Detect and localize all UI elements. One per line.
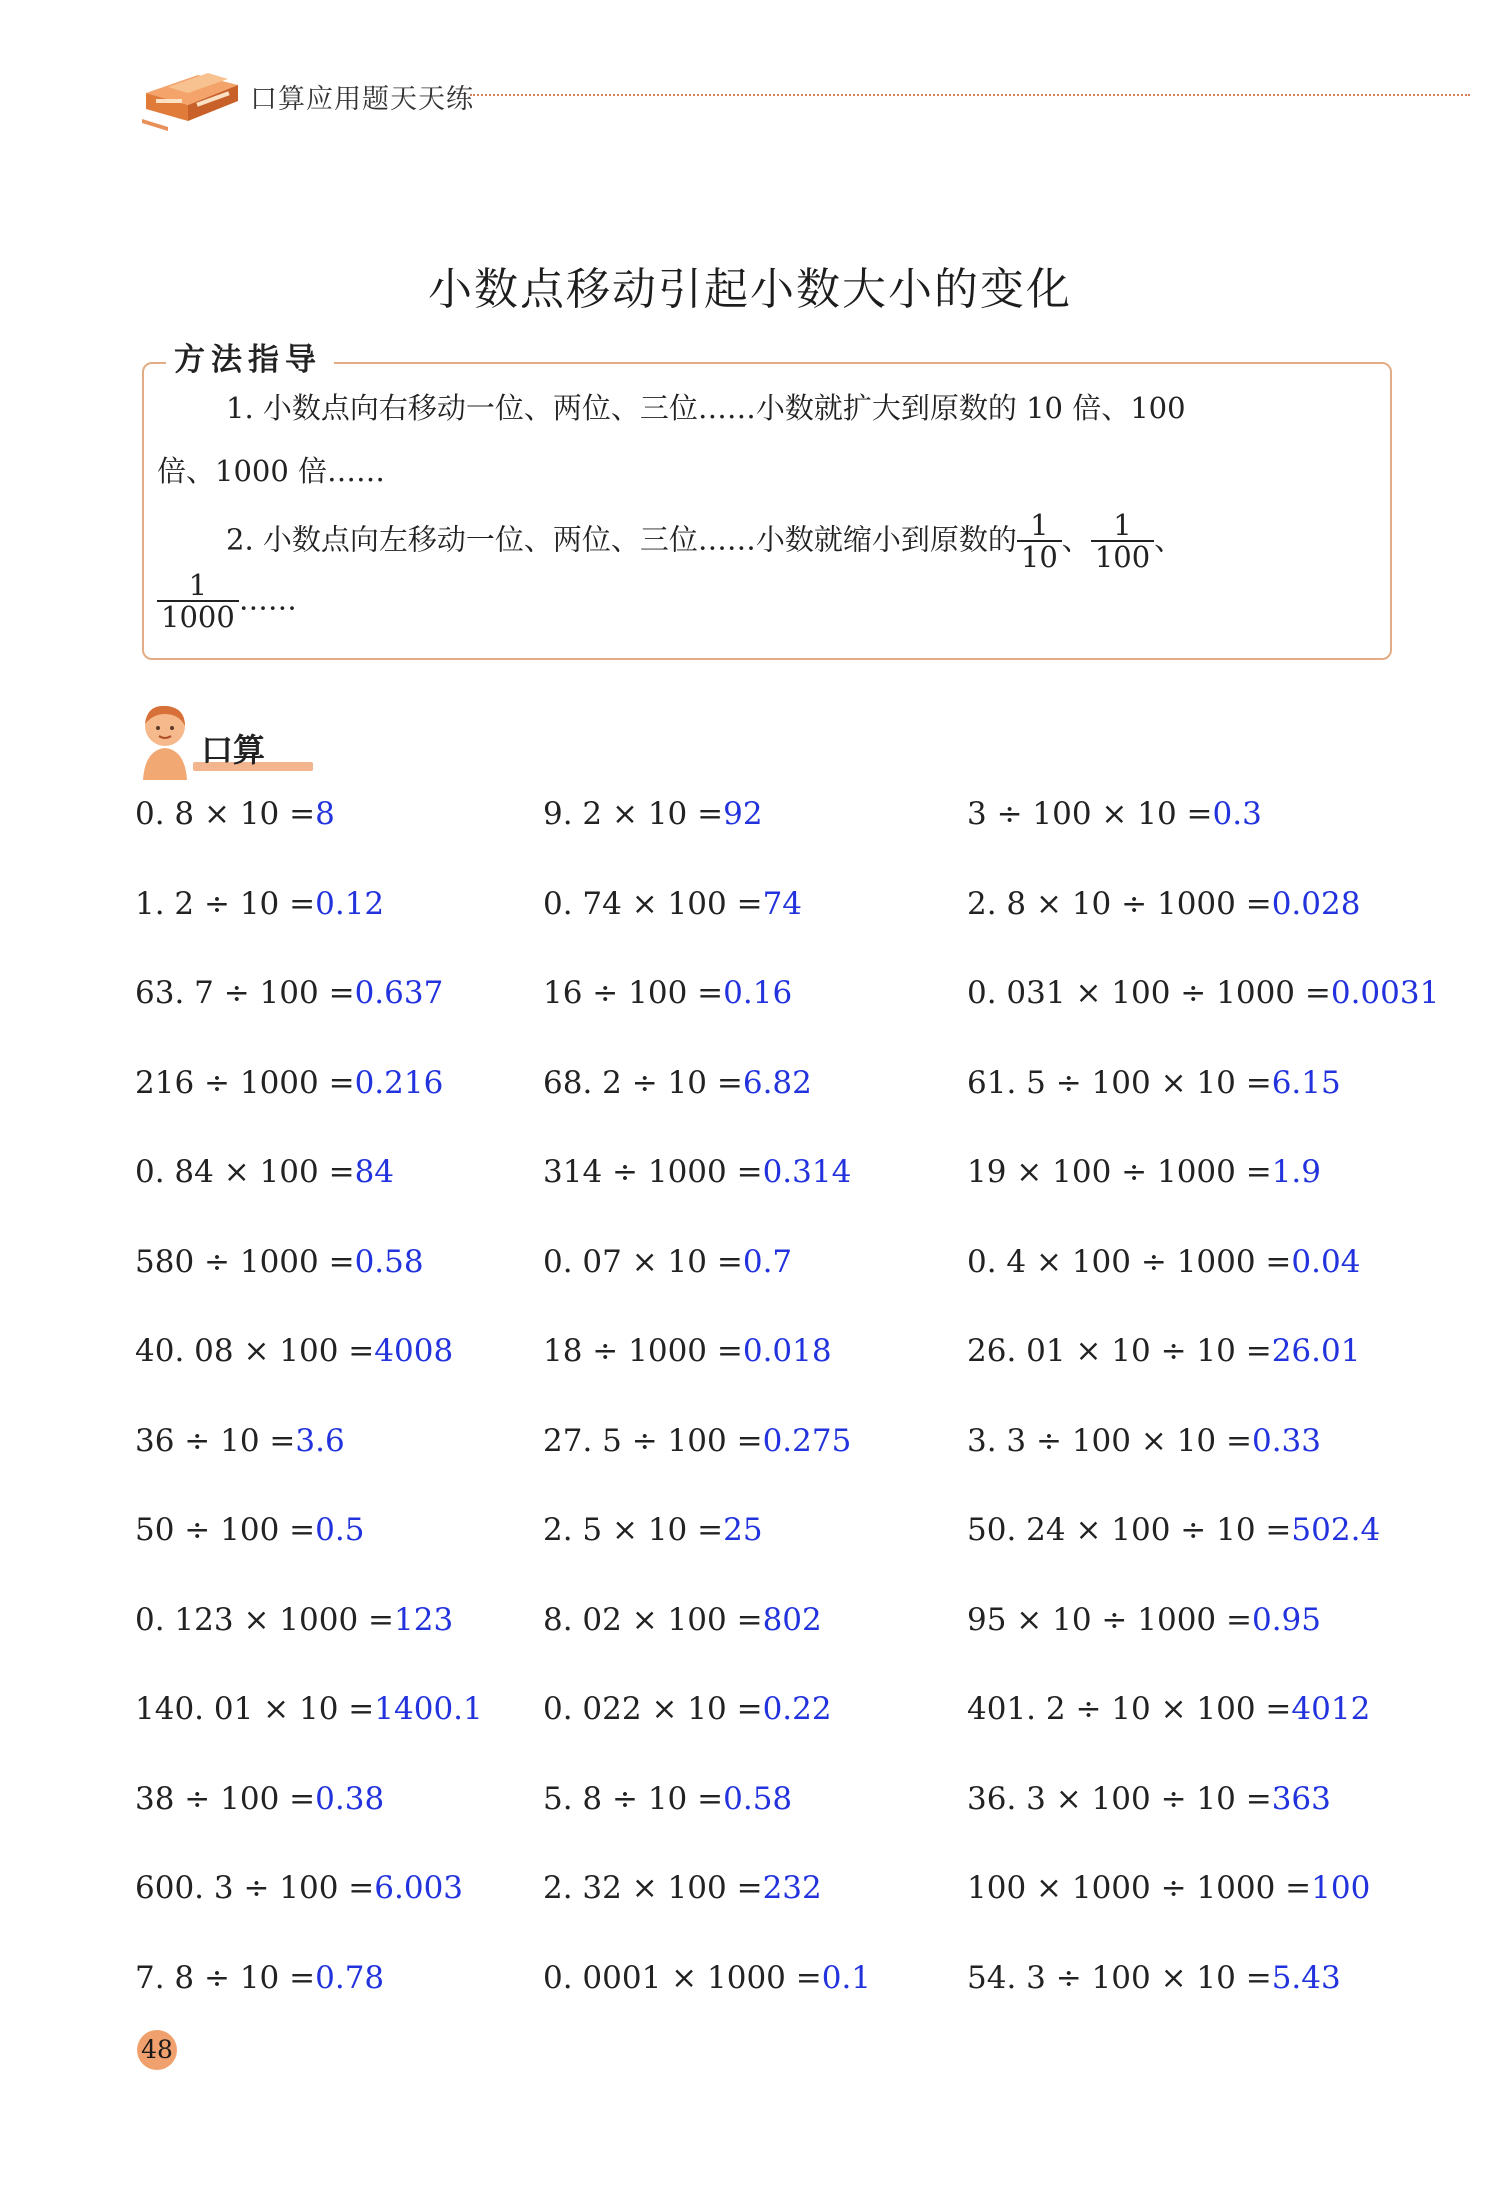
problem-answer: 363 [1271, 1780, 1331, 1817]
problem-item [135, 1870, 463, 1906]
problem-expression: 9. 2 × 10 = [543, 796, 724, 832]
problem-answer: 100 [1311, 1870, 1371, 1906]
problem-expression: 95 × 10 ÷ 1000 = [967, 1601, 1252, 1638]
problem-answer: 0.58 [723, 1780, 793, 1817]
problem-item [135, 1781, 384, 1817]
problem-answer: 84 [354, 1154, 395, 1190]
fraction-one-tenth: $\frac{1}{10}$ [1017, 510, 1062, 573]
rule-2-line-1: 2. 小数点向左移动一位、两位、三位……小数就缩小到原数的 $\frac{1}{10}$ 、 $\frac{1}{100}$ 、 [226, 508, 1184, 575]
problem-expression: 3 ÷ 100 × 10 = [967, 796, 1213, 832]
problem-expression: 38 ÷ 100 = [135, 1780, 316, 1817]
book-stack-logo-icon [138, 63, 248, 133]
problem-answer: 123 [394, 1601, 454, 1638]
problem-item [967, 1333, 1360, 1369]
problem-answer: 4012 [1291, 1691, 1371, 1727]
problem-expression: 0. 07 × 10 = [543, 1243, 743, 1280]
problem-expression: 50. 24 × 100 ÷ 10 = [967, 1512, 1292, 1548]
problem-item [967, 886, 1360, 922]
problem-item [135, 886, 384, 922]
page-title: 小数点移动引起小数大小的变化 [428, 264, 1072, 315]
problem-expression: 3. 3 ÷ 100 × 10 = [967, 1422, 1252, 1459]
problem-answer: 0.5 [315, 1512, 365, 1548]
problem-item [543, 1065, 812, 1101]
problem-item [543, 1423, 851, 1459]
problem-answer: 0.04 [1291, 1243, 1361, 1280]
problem-expression: 50 ÷ 100 = [135, 1512, 316, 1548]
problem-item [967, 1960, 1341, 1996]
section-label: 口算 [201, 731, 266, 769]
problem-item [967, 1423, 1321, 1459]
problem-answer: 0.33 [1251, 1422, 1321, 1459]
problem-item [543, 1333, 832, 1369]
problem-item [543, 1602, 822, 1638]
problem-answer: 0.3 [1212, 796, 1262, 832]
problem-expression: 0. 022 × 10 = [543, 1691, 763, 1727]
problem-item [135, 1960, 384, 1996]
problem-answer: 0.38 [315, 1780, 385, 1817]
problem-expression: 1. 2 ÷ 10 = [135, 885, 316, 922]
problem-answer: 0.7 [742, 1243, 793, 1280]
problem-item [543, 1244, 792, 1280]
problem-answer: 802 [762, 1601, 822, 1638]
problem-expression: 26. 01 × 10 ÷ 10 = [967, 1333, 1272, 1369]
problem-answer: 1400.1 [374, 1691, 483, 1727]
problem-item [543, 1960, 871, 1996]
problem-item [135, 1512, 364, 1548]
problem-answer: 26.01 [1271, 1333, 1361, 1369]
problem-expression: 61. 5 ÷ 100 × 10 = [967, 1064, 1272, 1101]
rule-2-text: 2. 小数点向左移动一位、两位、三位……小数就缩小到原数的 [226, 522, 1017, 557]
problem-item [135, 1333, 453, 1369]
problem-answer: 0.028 [1271, 885, 1361, 922]
problem-expression: 16 ÷ 100 = [543, 975, 724, 1011]
child-mascot-icon [135, 700, 195, 780]
problem-expression: 0. 74 × 100 = [543, 885, 763, 922]
problem-item [135, 1154, 394, 1190]
problem-item [967, 1154, 1321, 1190]
problem-answer: 502.4 [1291, 1512, 1381, 1548]
problem-expression: 2. 5 × 10 = [543, 1512, 724, 1548]
problem-answer: 0.314 [762, 1154, 852, 1190]
problem-answer: 0.216 [354, 1064, 444, 1101]
problem-expression: 19 × 100 ÷ 1000 = [967, 1154, 1272, 1190]
problem-answer: 0.16 [723, 975, 793, 1011]
method-guide-box [142, 342, 1392, 660]
problem-item [135, 1423, 345, 1459]
problem-item [135, 1244, 424, 1280]
rule-1-line-1: 1. 小数点向右移动一位、两位、三位……小数就扩大到原数的 10 倍、100 [226, 391, 1186, 425]
problem-expression: 36. 3 × 100 ÷ 10 = [967, 1780, 1272, 1817]
problem-item [543, 975, 792, 1011]
page-header [130, 55, 1470, 135]
header-divider [470, 94, 1470, 96]
problem-item [543, 1512, 763, 1548]
problem-answer: 0.0031 [1330, 975, 1440, 1011]
problem-expression: 0. 84 × 100 = [135, 1154, 355, 1190]
problem-answer: 6.82 [742, 1064, 812, 1101]
problem-item [543, 886, 802, 922]
rule-2-line-2: $\frac{1}{1000}$ …… [157, 570, 297, 633]
problem-answer: 5.43 [1271, 1959, 1341, 1996]
problem-item [135, 1602, 453, 1638]
problem-item [967, 975, 1439, 1011]
problem-item [543, 1691, 832, 1727]
problem-answer: 0.95 [1251, 1601, 1322, 1638]
problem-expression: 600. 3 ÷ 100 = [135, 1870, 375, 1906]
problem-expression: 7. 8 ÷ 10 = [135, 1959, 316, 1996]
problem-item [135, 975, 443, 1011]
problem-expression: 140. 01 × 10 = [135, 1691, 375, 1727]
problem-expression: 216 ÷ 1000 = [135, 1064, 355, 1101]
problem-item [967, 796, 1262, 832]
problem-expression: 0. 031 × 100 ÷ 1000 = [967, 975, 1331, 1011]
problem-expression: 0. 123 × 1000 = [135, 1601, 395, 1638]
fraction-one-thousandth: $\frac{1}{1000}$ [157, 570, 239, 633]
problem-item [135, 1691, 483, 1727]
problem-expression: 2. 8 × 10 ÷ 1000 = [967, 885, 1272, 922]
problem-expression: 8. 02 × 100 = [543, 1601, 763, 1638]
header-title: 口算应用题天天练 [250, 84, 474, 115]
problem-item [543, 1870, 822, 1906]
problem-item [967, 1065, 1341, 1101]
problem-expression: 0. 0001 × 1000 = [543, 1959, 822, 1996]
problem-answer: 6.15 [1271, 1064, 1341, 1101]
problem-answer: 0.78 [315, 1959, 385, 1996]
problem-answer: 0.637 [354, 975, 444, 1011]
problem-answer: 0.275 [762, 1422, 852, 1459]
problem-expression: 36 ÷ 10 = [135, 1422, 296, 1459]
problem-item [543, 1781, 792, 1817]
problem-answer: 0.58 [354, 1243, 424, 1280]
problem-expression: 54. 3 ÷ 100 × 10 = [967, 1959, 1272, 1996]
problem-item [967, 1602, 1321, 1638]
problem-expression: 68. 2 ÷ 10 = [543, 1064, 743, 1101]
fraction-one-hundredth: $\frac{1}{100}$ [1091, 510, 1154, 573]
problem-item [543, 796, 763, 832]
problem-expression: 0. 4 × 100 ÷ 1000 = [967, 1243, 1292, 1280]
problem-answer: 232 [762, 1870, 822, 1906]
problem-expression: 27. 5 ÷ 100 = [543, 1422, 763, 1459]
problem-item [135, 796, 335, 832]
problem-answer: 25 [723, 1512, 763, 1548]
problem-expression: 314 ÷ 1000 = [543, 1154, 763, 1190]
problem-item [967, 1691, 1370, 1727]
rule-1-line-2: 倍、1000 倍…… [157, 454, 386, 488]
section-header [135, 700, 315, 780]
problem-item [543, 1154, 851, 1190]
problem-item [967, 1244, 1360, 1280]
problem-expression: 2. 32 × 100 = [543, 1870, 763, 1906]
method-guide-label: 方法指导 [166, 334, 334, 379]
problem-answer: 4008 [374, 1333, 454, 1369]
problem-expression: 0. 8 × 10 = [135, 796, 316, 832]
problem-item [967, 1870, 1370, 1906]
problem-answer: 0.12 [315, 885, 385, 922]
problem-answer: 0.1 [821, 1959, 872, 1996]
problem-expression: 5. 8 ÷ 10 = [543, 1780, 724, 1817]
problem-answer: 6.003 [374, 1870, 464, 1906]
problem-answer: 92 [723, 796, 763, 832]
problem-answer: 0.018 [742, 1333, 832, 1369]
problem-item [967, 1512, 1380, 1548]
problem-answer: 8 [315, 796, 335, 832]
problem-expression: 63. 7 ÷ 100 = [135, 975, 355, 1011]
problem-answer: 74 [762, 885, 803, 922]
problem-item [135, 1065, 443, 1101]
problem-expression: 18 ÷ 1000 = [543, 1333, 743, 1369]
problem-expression: 100 × 1000 ÷ 1000 = [967, 1870, 1312, 1906]
problem-answer: 1.9 [1271, 1154, 1322, 1190]
problem-expression: 401. 2 ÷ 10 × 100 = [967, 1691, 1292, 1727]
page-number: 48 [137, 2030, 177, 2070]
problem-item [967, 1781, 1331, 1817]
problem-expression: 580 ÷ 1000 = [135, 1243, 355, 1280]
problem-answer: 0.22 [762, 1691, 832, 1727]
problem-answer: 3.6 [295, 1422, 345, 1459]
problem-expression: 40. 08 × 100 = [135, 1333, 375, 1369]
